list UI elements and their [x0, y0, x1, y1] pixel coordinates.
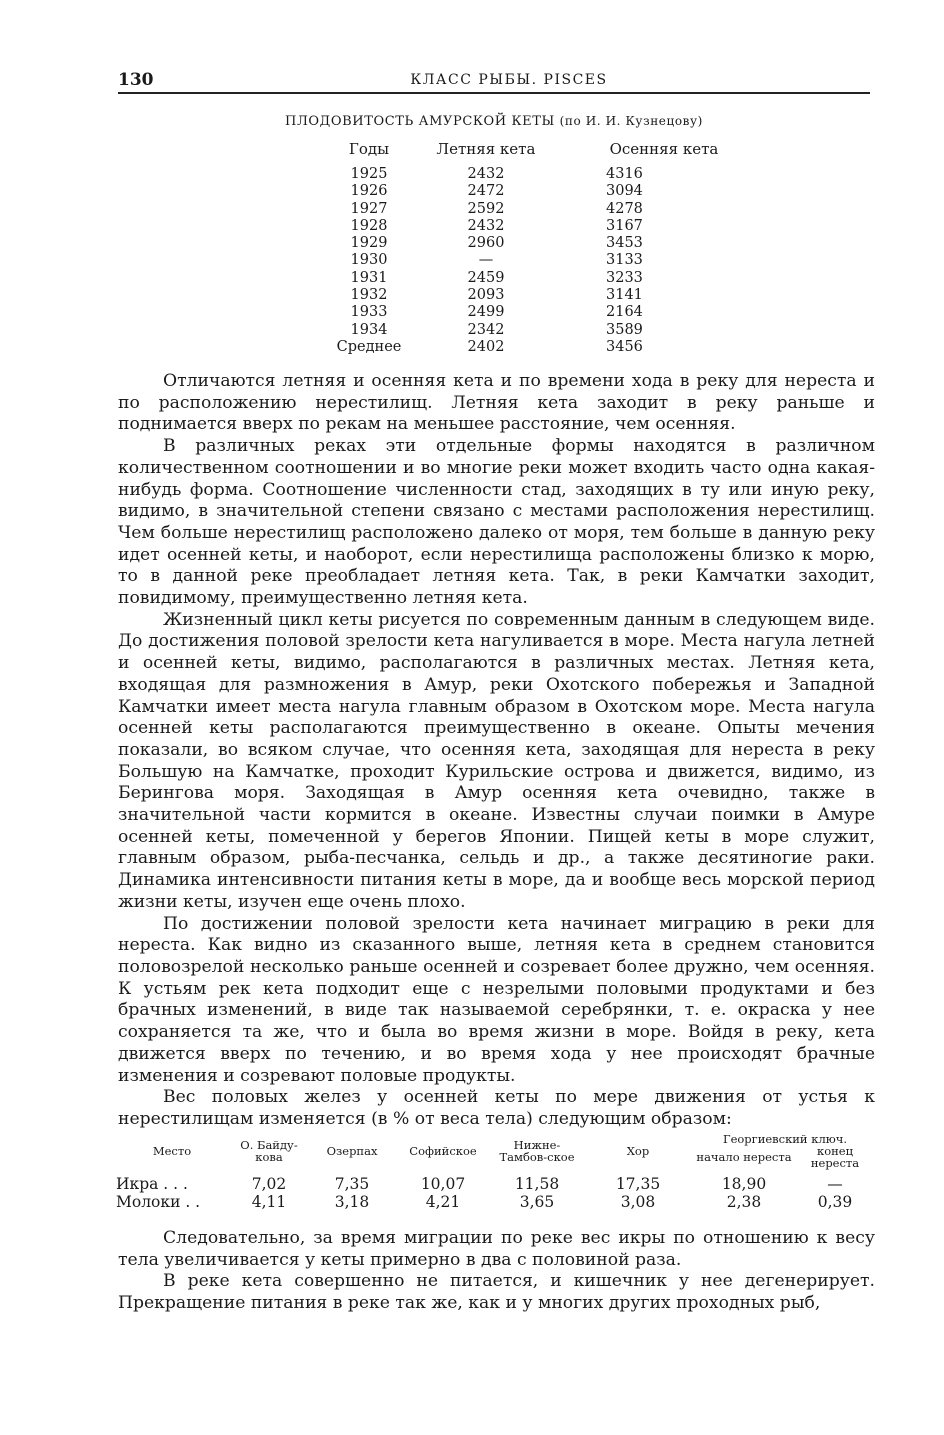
- table-cell: 18,90: [721, 1175, 767, 1193]
- table-cell: 4,11: [251, 1193, 287, 1211]
- table-cell: 3456: [606, 338, 643, 355]
- table-cell: 2093: [467, 287, 505, 304]
- table-cell: 3,18: [334, 1193, 370, 1211]
- table-cell: Среднее: [336, 338, 402, 355]
- column-header-autumn: Осенняя кета: [609, 140, 719, 158]
- paragraph: Жизненный цикл кеты рисуется по современным данным в следующем виде. До достижения половой зрелости кета нагуливается в море. Места нагула летней и осенней кеты, видимо, располагаются в различных местах. Летняя кета, входящая для размножения в Амур, реки Охотского побережья и Западной Камчатки имеет места нагула главным образом в Охотском море. Места нагула осенней кеты располагаются преимущественно в океане. Опыты мечения показали, во всяком случае, что осенняя кета, заходящая для нереста в реку Большую на Камчатке, проходит Курильские острова и движется, видимо, из Берингова моря. Заходящая в Амур осенняя кета очевидно, также в значительной части кормится в океане. Известны случаи поимки в Амуре осенней кеты, помеченной у берегов Японии. Пищей кеты в море служит, главным образом, рыба-песчанка, сельдь и др., а также десятиногие раки. Динамика интенсивности питания кеты в море, да и вообще весь морской период жизни кеты, изучен еще очень плохо.: [118, 609, 875, 912]
- fecundity-table-title: [118, 114, 870, 129]
- table-cell: 3453: [606, 235, 643, 252]
- gonad-weight-table: [116, 1133, 876, 1211]
- paragraph: Следовательно, за время миграции по реке вес икры по отношению к весу тела увеличивается у кеты примерно в два с половиной раза.: [118, 1228, 875, 1270]
- table-cell: 3,65: [519, 1193, 555, 1211]
- table-header-row: [116, 1133, 876, 1145]
- column-header-khor: Хор: [626, 1144, 650, 1158]
- paragraph: Вес половых желез у осенней кеты по мере движения от устья к нерестилищам изменяется (в % от веса тела) следующим образом:: [118, 1087, 875, 1129]
- table-cell: 3233: [606, 269, 643, 286]
- table-title-text: ПЛОДОВИТОСТЬ АМУРСКОЙ КЕТЫ: [285, 114, 555, 129]
- table-cell: —: [478, 252, 494, 269]
- column-header-sofiyskoe: Софийское: [409, 1144, 477, 1158]
- table-cell: 2,38: [726, 1193, 762, 1211]
- table-cell: 7,02: [251, 1175, 287, 1193]
- row-label-milt: Молоки . .: [116, 1193, 201, 1211]
- table-cell: 1933: [350, 304, 388, 321]
- table-row: [320, 287, 774, 304]
- table-row: [320, 339, 774, 356]
- table-cell: 1926: [350, 183, 388, 200]
- table-cell: 4316: [606, 166, 643, 182]
- column-header-spawn-end: конец нереста: [810, 1144, 860, 1170]
- table-cell: 10,07: [420, 1175, 466, 1193]
- table-cell: 2402: [467, 338, 505, 355]
- column-header-georgievsky: Георгиевский ключ.: [722, 1132, 848, 1146]
- table-cell: —: [827, 1175, 843, 1193]
- table-cell: 4,21: [425, 1193, 461, 1211]
- table-cell: 2592: [467, 200, 505, 217]
- row-label-roe: Икра . . .: [116, 1175, 188, 1193]
- column-header-place: Место: [152, 1144, 192, 1158]
- table-cell: 1927: [350, 200, 388, 217]
- column-header-nizhne-tambovskoe: Нижне-Тамбов-ское: [499, 1138, 575, 1164]
- page-header: [118, 70, 870, 94]
- table-cell: 2472: [467, 183, 505, 200]
- table-cell: 3,08: [620, 1193, 656, 1211]
- page-number: 130: [118, 70, 154, 90]
- table-cell: 3133: [606, 252, 643, 269]
- table-cell: 2459: [467, 269, 505, 286]
- paragraph: Отличаются летняя и осенняя кета и по времени хода в реку для нереста и по расположению нерестилищ. Летняя кета заходит в реку раньше и поднимается вверх по рекам на меньшее расстояние, чем осенняя.: [118, 371, 875, 435]
- table-row: [116, 1175, 876, 1193]
- table-cell: 3141: [606, 287, 643, 304]
- table-row: [320, 235, 774, 252]
- table-cell: 2432: [467, 217, 505, 234]
- table-cell: 1928: [350, 217, 388, 234]
- table-row: [116, 1193, 876, 1211]
- table-cell: 17,35: [615, 1175, 661, 1193]
- table-cell: 1929: [350, 235, 388, 252]
- table-source: (по И. И. Кузнецову): [559, 114, 703, 128]
- fecundity-table: [320, 140, 774, 356]
- column-header-ozerpakh: Озерпах: [326, 1144, 378, 1158]
- table-cell: 2342: [467, 321, 505, 338]
- table-cell: 2432: [467, 166, 505, 182]
- table-row: [320, 218, 774, 235]
- table-cell: 0,39: [817, 1193, 853, 1211]
- table-row: [320, 270, 774, 287]
- table-cell: 1931: [350, 269, 388, 286]
- table-row: [320, 304, 774, 321]
- body-text-lower: [118, 1228, 875, 1315]
- column-header-baidukova: О. Байду-кова: [240, 1138, 298, 1164]
- table-cell: 2960: [467, 235, 505, 252]
- table-cell: 11,58: [514, 1175, 560, 1193]
- table-cell: 3589: [606, 321, 643, 338]
- table-row: [320, 201, 774, 218]
- paragraph: В реке кета совершенно не питается, и кишечник у нее дегенерирует. Прекращение питания в реке так же, как и у многих других проходных рыб,: [118, 1271, 875, 1314]
- table-row: [320, 166, 774, 183]
- paragraph: По достижении половой зрелости кета начинает миграцию в реки для нереста. Как видно из сказанного выше, летняя кета в среднем становится половозрелой несколько раньше осенней и созревает более дружно, чем осенняя. К устьям рек кета подходит еще с незрелыми половыми продуктами и без брачных изменений, в виде так называемой серебрянки, т. е. окраска у нее сохраняется та же, что и была во время жизни в море. Войдя в реку, кета движется вверх по течению, и во время хода у нее происходят брачные изменения и созревают половые продукты.: [118, 913, 875, 1086]
- table-cell: 2499: [467, 304, 505, 321]
- table-cell: 3094: [606, 183, 643, 200]
- table-cell: 4278: [606, 200, 643, 217]
- paragraph: В различных реках эти отдельные формы находятся в различном количественном соотношении и во многие реки может входить часто одна какая-нибудь форма. Соотношение численности стад, заходящих в ту или иную реку, видимо, в значительной степени связано с местами расположения нерестилищ. Чем больше нерестилищ расположено далеко от моря, тем больше в данную реку идет осенней кеты, и наоборот, если нерестилища расположены близко к морю, то в данной реке преобладает летняя кета. Так, в реки Камчатки заходит, повидимому, преимущественно летняя кета.: [118, 436, 875, 609]
- table-cell: 1930: [350, 252, 388, 269]
- column-header-years: Годы: [348, 140, 390, 158]
- table-row: [320, 183, 774, 200]
- table-cell: 3167: [606, 217, 643, 234]
- column-header-summer: Летняя кета: [436, 140, 536, 158]
- table-header-row: [320, 140, 774, 166]
- running-head: КЛАСС РЫБЫ. PISCES: [410, 72, 608, 88]
- table-cell: 1932: [350, 287, 388, 304]
- body-text-upper: [118, 371, 875, 1131]
- column-header-spawn-start: начало нереста: [696, 1150, 792, 1164]
- table-cell: 7,35: [334, 1175, 370, 1193]
- table-row: [320, 252, 774, 269]
- table-cell: 2164: [606, 304, 643, 321]
- table-cell: 1925: [350, 166, 388, 182]
- table-row: [320, 322, 774, 339]
- table-cell: 1934: [350, 321, 388, 338]
